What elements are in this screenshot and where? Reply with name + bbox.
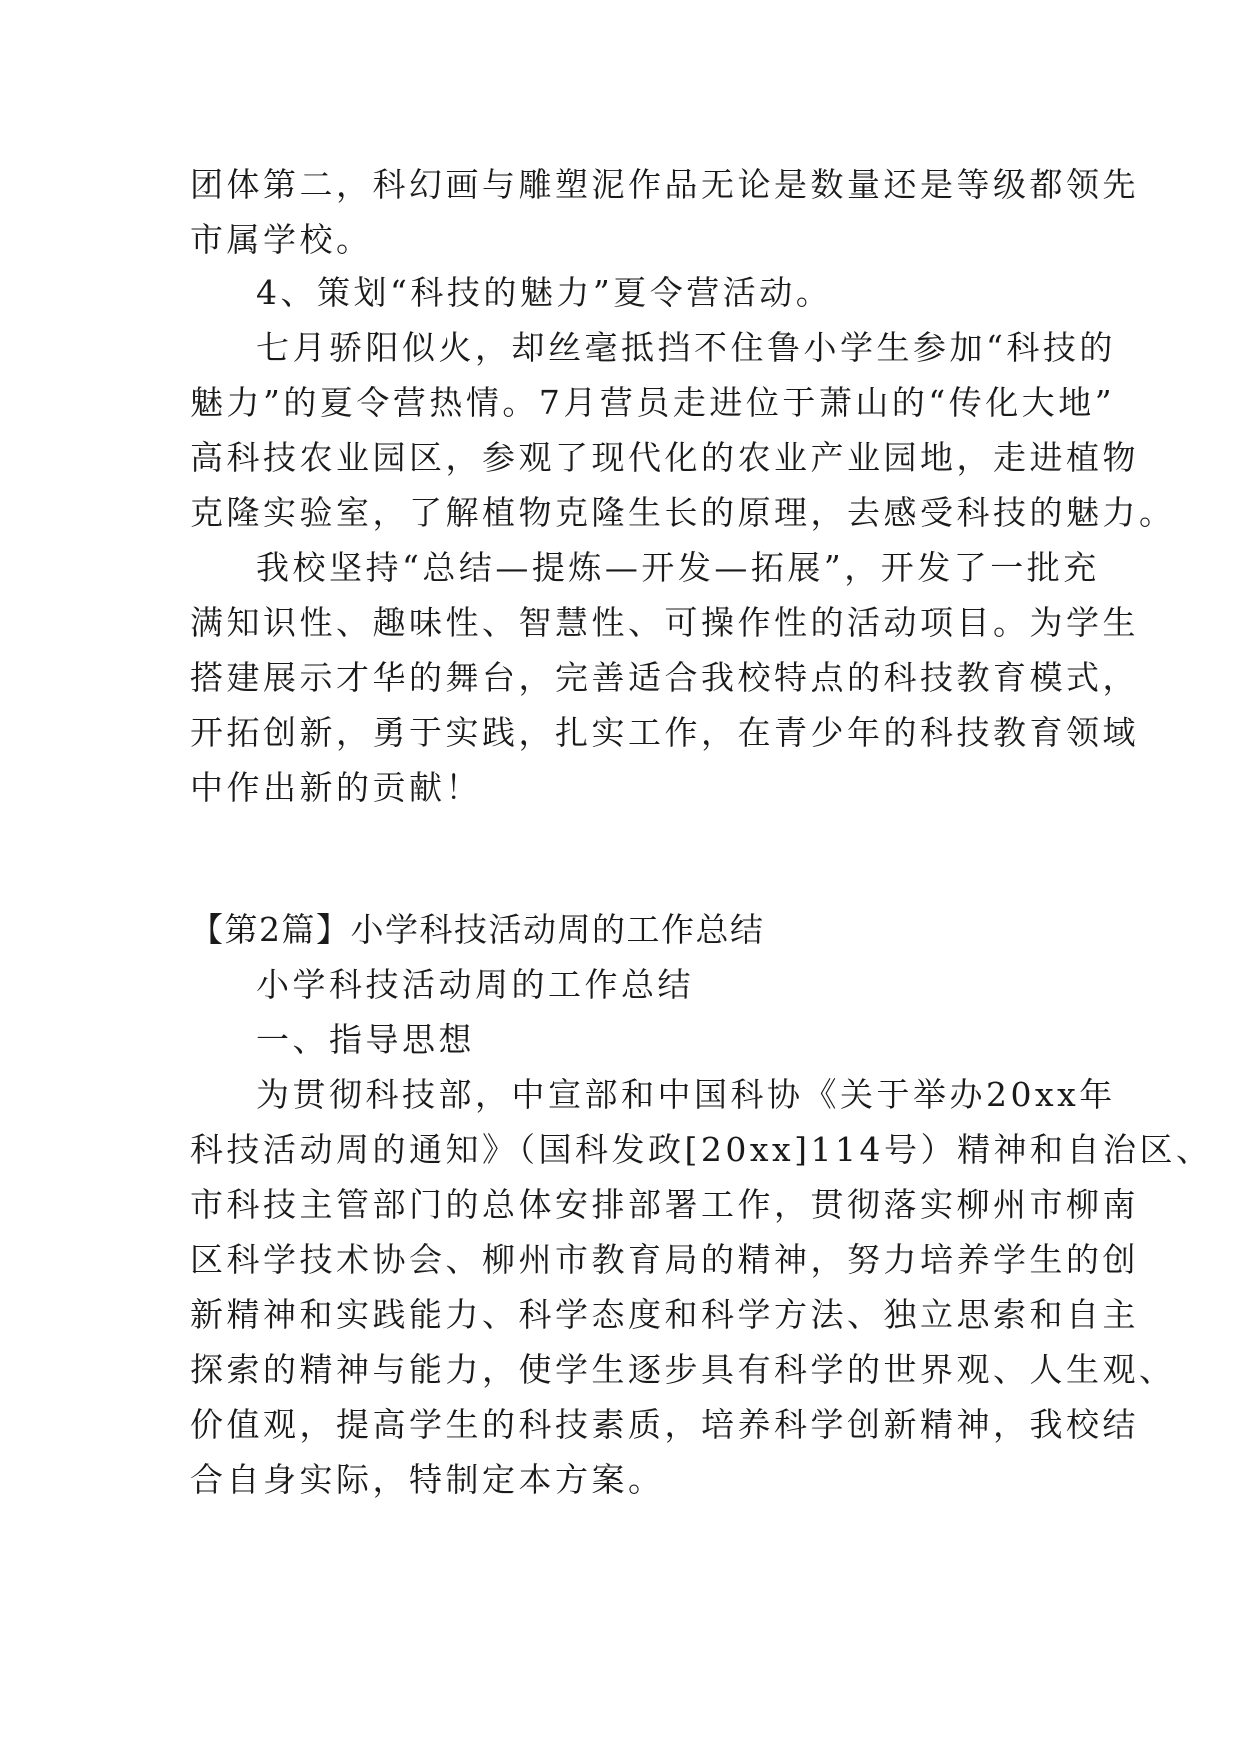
body-text-line: 高科技农业园区，参观了现代化的农业产业园地，走进植物 [190, 438, 1139, 477]
section-title: 【第2篇】小学科技活动周的工作总结 [190, 910, 765, 949]
body-text-line: 搭建展示才华的舞台，完善适合我校特点的科技教育模式， [190, 658, 1139, 697]
body-text-line: 魅力”的夏令营热情。7月营员走进位于萧山的“传化大地” [190, 383, 1116, 422]
body-text-line: 开拓创新，勇于实践，扎实工作，在青少年的科技教育领域 [190, 713, 1139, 752]
body-text-line: 中作出新的贡献！ [190, 768, 482, 807]
body-text-line: 区科学技术协会、柳州市教育局的精神，努力培养学生的创 [190, 1240, 1139, 1279]
body-text-line: 我校坚持“总结—提炼—开发—拓展”，开发了一批充 [256, 548, 1100, 587]
body-text-line: 七月骄阳似火，却丝毫抵挡不住鲁小学生参加“科技的 [256, 328, 1116, 367]
body-text-line: 团体第二，科幻画与雕塑泥作品无论是数量还是等级都领先 [190, 165, 1139, 204]
body-text-line: 新精神和实践能力、科学态度和科学方法、独立思索和自主 [190, 1295, 1139, 1334]
body-text-line: 克隆实验室，了解植物克隆生长的原理，去感受科技的魅力。 [190, 493, 1176, 532]
body-text-line: 满知识性、趣味性、智慧性、可操作性的活动项目。为学生 [190, 603, 1139, 642]
article-title: 小学科技活动周的工作总结 [256, 965, 694, 1004]
body-text-line: 科技活动周的通知》（国科发政[20xx]114号）精神和自治区、 [190, 1130, 1213, 1169]
body-text-line: 探索的精神与能力，使学生逐步具有科学的世界观、人生观、 [190, 1350, 1176, 1389]
list-item-heading: 4、策划“科技的魅力”夏令营活动。 [256, 273, 833, 312]
body-text-line: 市属学校。 [190, 220, 373, 259]
body-text-line: 市科技主管部门的总体安排部署工作，贯彻落实柳州市柳南 [190, 1185, 1139, 1224]
section-heading: 一、指导思想 [256, 1020, 475, 1059]
body-text-line: 合自身实际，特制定本方案。 [190, 1460, 665, 1499]
body-text-line: 价值观，提高学生的科技素质，培养科学创新精神，我校结 [190, 1405, 1139, 1444]
body-text-line: 为贯彻科技部，中宣部和中国科协《关于举办20xx年 [256, 1075, 1116, 1114]
